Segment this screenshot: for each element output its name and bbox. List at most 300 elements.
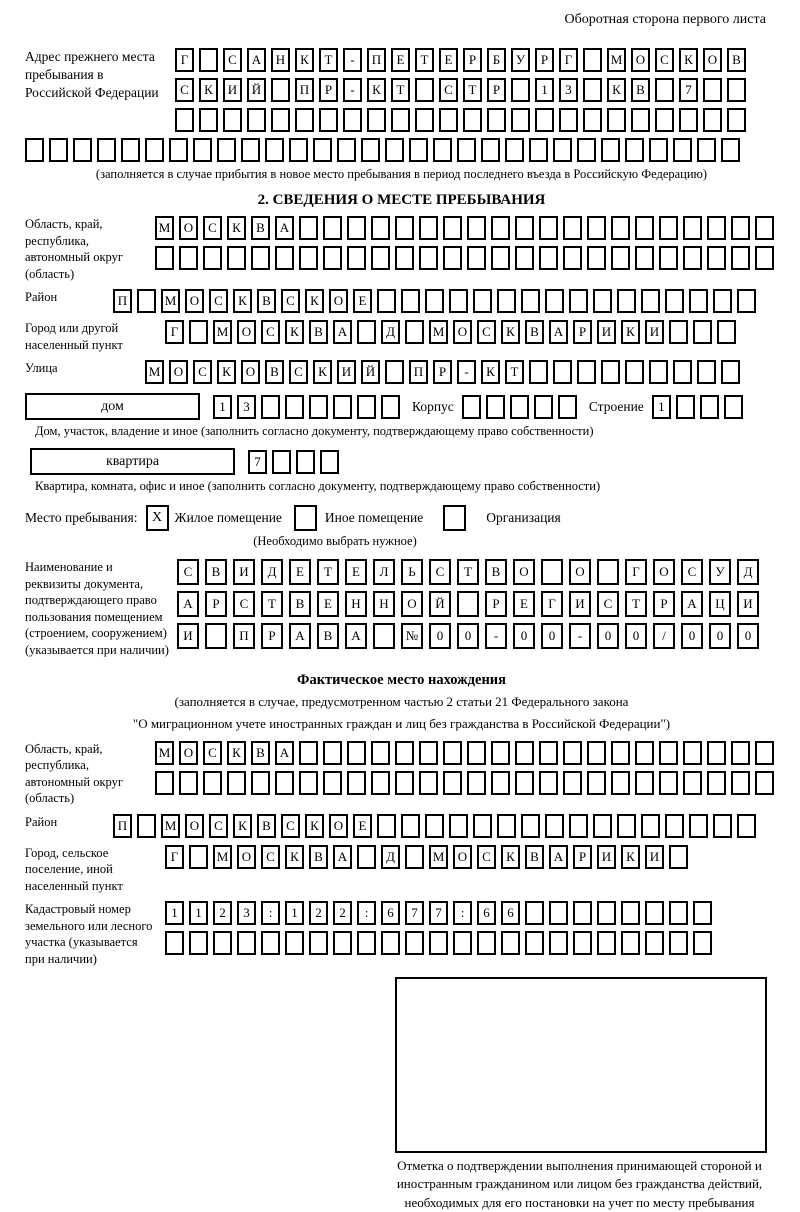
char-cell[interactable]	[737, 814, 756, 838]
char-cell[interactable]	[755, 216, 774, 240]
char-cell[interactable]: К	[199, 78, 218, 102]
char-cell[interactable]	[449, 289, 468, 313]
char-cell[interactable]: :	[453, 901, 472, 925]
char-cell[interactable]: В	[727, 48, 746, 72]
char-cell[interactable]	[237, 931, 256, 955]
house-type-box[interactable]: дом	[25, 393, 200, 420]
char-cell[interactable]: С	[281, 814, 300, 838]
char-cell[interactable]	[405, 320, 424, 344]
char-cell[interactable]	[679, 108, 698, 132]
char-cell[interactable]: 6	[477, 901, 496, 925]
char-cell[interactable]	[655, 108, 674, 132]
char-cell[interactable]: /	[653, 623, 675, 649]
char-cell[interactable]	[491, 246, 510, 270]
char-cell[interactable]: 2	[309, 901, 328, 925]
char-cell[interactable]	[457, 138, 476, 162]
char-cell[interactable]: Г	[625, 559, 647, 585]
char-cell[interactable]: С	[477, 845, 496, 869]
char-cell[interactable]: С	[289, 360, 308, 384]
char-cell[interactable]	[289, 138, 308, 162]
char-cell[interactable]	[683, 741, 702, 765]
char-cell[interactable]	[535, 108, 554, 132]
char-cell[interactable]: О	[237, 845, 256, 869]
char-cell[interactable]	[415, 78, 434, 102]
char-cell[interactable]	[491, 741, 510, 765]
char-cell[interactable]	[731, 771, 750, 795]
char-cell[interactable]	[545, 814, 564, 838]
char-cell[interactable]: М	[213, 320, 232, 344]
char-cell[interactable]	[347, 771, 366, 795]
char-cell[interactable]: В	[265, 360, 284, 384]
char-cell[interactable]: 0	[737, 623, 759, 649]
char-cell[interactable]	[737, 289, 756, 313]
char-cell[interactable]: Г	[175, 48, 194, 72]
char-cell[interactable]: К	[217, 360, 236, 384]
char-cell[interactable]	[700, 395, 719, 419]
char-cell[interactable]: И	[645, 845, 664, 869]
char-cell[interactable]: О	[241, 360, 260, 384]
char-cell[interactable]	[693, 901, 712, 925]
char-cell[interactable]: Р	[261, 623, 283, 649]
char-cell[interactable]	[323, 741, 342, 765]
char-cell[interactable]	[511, 78, 530, 102]
char-cell[interactable]	[693, 320, 712, 344]
char-cell[interactable]	[241, 138, 260, 162]
char-cell[interactable]	[755, 771, 774, 795]
char-cell[interactable]: -	[457, 360, 476, 384]
char-cell[interactable]	[529, 138, 548, 162]
char-cell[interactable]: Т	[625, 591, 647, 617]
char-cell[interactable]	[247, 108, 266, 132]
char-cell[interactable]: О	[179, 216, 198, 240]
char-cell[interactable]: Е	[317, 591, 339, 617]
char-cell[interactable]: 2	[213, 901, 232, 925]
char-cell[interactable]: С	[209, 289, 228, 313]
char-cell[interactable]: Р	[485, 591, 507, 617]
char-cell[interactable]	[299, 246, 318, 270]
char-cell[interactable]	[635, 741, 654, 765]
char-cell[interactable]	[587, 771, 606, 795]
char-cell[interactable]	[357, 320, 376, 344]
char-cell[interactable]: О	[631, 48, 650, 72]
char-cell[interactable]	[443, 216, 462, 240]
char-cell[interactable]	[621, 931, 640, 955]
char-cell[interactable]	[659, 216, 678, 240]
char-cell[interactable]	[487, 108, 506, 132]
char-cell[interactable]	[391, 108, 410, 132]
char-cell[interactable]	[272, 450, 291, 474]
char-cell[interactable]: Р	[463, 48, 482, 72]
char-cell[interactable]: Р	[433, 360, 452, 384]
char-cell[interactable]	[731, 216, 750, 240]
char-cell[interactable]: 0	[429, 623, 451, 649]
char-cell[interactable]	[625, 138, 644, 162]
char-cell[interactable]	[395, 216, 414, 240]
char-cell[interactable]: 0	[513, 623, 535, 649]
char-cell[interactable]	[199, 48, 218, 72]
char-cell[interactable]	[515, 741, 534, 765]
char-cell[interactable]	[251, 771, 270, 795]
char-cell[interactable]	[357, 395, 376, 419]
char-cell[interactable]: А	[681, 591, 703, 617]
char-cell[interactable]	[203, 771, 222, 795]
char-cell[interactable]	[275, 771, 294, 795]
char-cell[interactable]: О	[401, 591, 423, 617]
char-cell[interactable]	[563, 771, 582, 795]
char-cell[interactable]: 6	[501, 901, 520, 925]
char-cell[interactable]: К	[313, 360, 332, 384]
char-cell[interactable]	[563, 741, 582, 765]
char-cell[interactable]	[597, 901, 616, 925]
char-cell[interactable]: М	[161, 814, 180, 838]
char-cell[interactable]	[425, 289, 444, 313]
char-cell[interactable]	[295, 108, 314, 132]
char-cell[interactable]	[251, 246, 270, 270]
char-cell[interactable]	[631, 108, 650, 132]
char-cell[interactable]	[285, 395, 304, 419]
char-cell[interactable]: А	[549, 320, 568, 344]
char-cell[interactable]	[165, 931, 184, 955]
char-cell[interactable]	[467, 246, 486, 270]
char-cell[interactable]: :	[261, 901, 280, 925]
char-cell[interactable]: О	[453, 320, 472, 344]
char-cell[interactable]	[545, 289, 564, 313]
char-cell[interactable]	[395, 771, 414, 795]
char-cell[interactable]: А	[549, 845, 568, 869]
char-cell[interactable]	[381, 395, 400, 419]
char-cell[interactable]: 2	[333, 901, 352, 925]
char-cell[interactable]: 6	[381, 901, 400, 925]
char-cell[interactable]	[707, 741, 726, 765]
char-cell[interactable]	[593, 814, 612, 838]
char-cell[interactable]: С	[261, 320, 280, 344]
char-cell[interactable]: В	[251, 216, 270, 240]
char-cell[interactable]: М	[429, 845, 448, 869]
char-cell[interactable]	[617, 289, 636, 313]
char-cell[interactable]: С	[223, 48, 242, 72]
char-cell[interactable]	[347, 741, 366, 765]
char-cell[interactable]: С	[681, 559, 703, 585]
char-cell[interactable]: 7	[405, 901, 424, 925]
char-cell[interactable]: Ь	[401, 559, 423, 585]
char-cell[interactable]: Т	[505, 360, 524, 384]
char-cell[interactable]	[385, 360, 404, 384]
char-cell[interactable]	[693, 931, 712, 955]
char-cell[interactable]: Н	[345, 591, 367, 617]
char-cell[interactable]: У	[511, 48, 530, 72]
char-cell[interactable]	[665, 289, 684, 313]
char-cell[interactable]	[371, 246, 390, 270]
char-cell[interactable]	[137, 289, 156, 313]
char-cell[interactable]	[323, 771, 342, 795]
char-cell[interactable]: Е	[391, 48, 410, 72]
char-cell[interactable]	[593, 289, 612, 313]
char-cell[interactable]	[419, 246, 438, 270]
char-cell[interactable]	[271, 108, 290, 132]
char-cell[interactable]	[73, 138, 92, 162]
char-cell[interactable]	[525, 931, 544, 955]
char-cell[interactable]	[534, 395, 553, 419]
char-cell[interactable]	[227, 771, 246, 795]
char-cell[interactable]	[553, 138, 572, 162]
char-cell[interactable]	[707, 246, 726, 270]
char-cell[interactable]: В	[257, 289, 276, 313]
char-cell[interactable]	[467, 216, 486, 240]
char-cell[interactable]	[381, 931, 400, 955]
char-cell[interactable]	[683, 246, 702, 270]
char-cell[interactable]: Й	[429, 591, 451, 617]
char-cell[interactable]	[227, 246, 246, 270]
char-cell[interactable]	[415, 108, 434, 132]
char-cell[interactable]: А	[275, 741, 294, 765]
char-cell[interactable]: И	[337, 360, 356, 384]
char-cell[interactable]: Е	[439, 48, 458, 72]
char-cell[interactable]: В	[309, 320, 328, 344]
char-cell[interactable]: С	[261, 845, 280, 869]
char-cell[interactable]: С	[203, 741, 222, 765]
char-cell[interactable]: О	[653, 559, 675, 585]
char-cell[interactable]	[617, 814, 636, 838]
char-cell[interactable]	[669, 931, 688, 955]
char-cell[interactable]	[529, 360, 548, 384]
char-cell[interactable]	[569, 814, 588, 838]
char-cell[interactable]	[439, 108, 458, 132]
char-cell[interactable]	[689, 814, 708, 838]
char-cell[interactable]: В	[525, 845, 544, 869]
char-cell[interactable]: П	[113, 289, 132, 313]
char-cell[interactable]	[462, 395, 481, 419]
char-cell[interactable]: Р	[573, 320, 592, 344]
char-cell[interactable]	[443, 246, 462, 270]
char-cell[interactable]	[703, 108, 722, 132]
char-cell[interactable]	[511, 108, 530, 132]
char-cell[interactable]	[713, 814, 732, 838]
char-cell[interactable]: П	[113, 814, 132, 838]
char-cell[interactable]: И	[597, 320, 616, 344]
char-cell[interactable]	[205, 623, 227, 649]
char-cell[interactable]	[611, 246, 630, 270]
char-cell[interactable]	[377, 289, 396, 313]
char-cell[interactable]	[577, 138, 596, 162]
char-cell[interactable]	[265, 138, 284, 162]
char-cell[interactable]: О	[569, 559, 591, 585]
char-cell[interactable]	[175, 108, 194, 132]
char-cell[interactable]: -	[485, 623, 507, 649]
char-cell[interactable]: Г	[541, 591, 563, 617]
checkbox-inoe[interactable]	[294, 505, 317, 531]
char-cell[interactable]	[121, 138, 140, 162]
char-cell[interactable]: В	[289, 591, 311, 617]
char-cell[interactable]	[313, 138, 332, 162]
char-cell[interactable]	[179, 246, 198, 270]
char-cell[interactable]	[697, 360, 716, 384]
char-cell[interactable]	[649, 138, 668, 162]
char-cell[interactable]: П	[367, 48, 386, 72]
char-cell[interactable]: Б	[487, 48, 506, 72]
char-cell[interactable]	[601, 360, 620, 384]
char-cell[interactable]: Й	[247, 78, 266, 102]
char-cell[interactable]	[261, 395, 280, 419]
char-cell[interactable]: А	[177, 591, 199, 617]
char-cell[interactable]: С	[655, 48, 674, 72]
char-cell[interactable]	[261, 931, 280, 955]
char-cell[interactable]	[577, 360, 596, 384]
char-cell[interactable]: И	[569, 591, 591, 617]
char-cell[interactable]	[371, 771, 390, 795]
char-cell[interactable]	[721, 360, 740, 384]
char-cell[interactable]	[189, 931, 208, 955]
char-cell[interactable]	[189, 845, 208, 869]
char-cell[interactable]: И	[645, 320, 664, 344]
char-cell[interactable]	[515, 246, 534, 270]
char-cell[interactable]	[367, 108, 386, 132]
char-cell[interactable]	[713, 289, 732, 313]
char-cell[interactable]: М	[429, 320, 448, 344]
char-cell[interactable]	[497, 814, 516, 838]
char-cell[interactable]: М	[161, 289, 180, 313]
char-cell[interactable]: В	[309, 845, 328, 869]
char-cell[interactable]: С	[281, 289, 300, 313]
char-cell[interactable]: 1	[535, 78, 554, 102]
char-cell[interactable]	[521, 814, 540, 838]
char-cell[interactable]	[659, 741, 678, 765]
char-cell[interactable]: О	[329, 289, 348, 313]
char-cell[interactable]: Т	[391, 78, 410, 102]
char-cell[interactable]	[583, 108, 602, 132]
char-cell[interactable]	[659, 771, 678, 795]
char-cell[interactable]: К	[481, 360, 500, 384]
char-cell[interactable]	[371, 216, 390, 240]
char-cell[interactable]: Р	[487, 78, 506, 102]
char-cell[interactable]	[395, 741, 414, 765]
char-cell[interactable]: С	[439, 78, 458, 102]
char-cell[interactable]: А	[289, 623, 311, 649]
char-cell[interactable]	[641, 289, 660, 313]
char-cell[interactable]	[401, 814, 420, 838]
char-cell[interactable]	[385, 138, 404, 162]
char-cell[interactable]	[463, 108, 482, 132]
char-cell[interactable]: 1	[165, 901, 184, 925]
char-cell[interactable]: М	[607, 48, 626, 72]
char-cell[interactable]	[309, 931, 328, 955]
char-cell[interactable]	[275, 246, 294, 270]
char-cell[interactable]: И	[737, 591, 759, 617]
char-cell[interactable]	[337, 138, 356, 162]
char-cell[interactable]	[319, 108, 338, 132]
char-cell[interactable]	[347, 216, 366, 240]
char-cell[interactable]	[271, 78, 290, 102]
char-cell[interactable]: Т	[261, 591, 283, 617]
char-cell[interactable]	[655, 78, 674, 102]
char-cell[interactable]	[635, 771, 654, 795]
char-cell[interactable]	[505, 138, 524, 162]
char-cell[interactable]	[361, 138, 380, 162]
char-cell[interactable]	[697, 138, 716, 162]
char-cell[interactable]	[669, 901, 688, 925]
char-cell[interactable]	[724, 395, 743, 419]
char-cell[interactable]	[563, 216, 582, 240]
char-cell[interactable]: В	[485, 559, 507, 585]
char-cell[interactable]: С	[233, 591, 255, 617]
char-cell[interactable]	[563, 246, 582, 270]
char-cell[interactable]: К	[679, 48, 698, 72]
char-cell[interactable]: 1	[213, 395, 232, 419]
char-cell[interactable]	[419, 741, 438, 765]
char-cell[interactable]: И	[233, 559, 255, 585]
char-cell[interactable]	[731, 246, 750, 270]
char-cell[interactable]: М	[155, 741, 174, 765]
char-cell[interactable]	[333, 395, 352, 419]
char-cell[interactable]: О	[513, 559, 535, 585]
char-cell[interactable]: С	[597, 591, 619, 617]
char-cell[interactable]	[621, 901, 640, 925]
char-cell[interactable]: С	[429, 559, 451, 585]
char-cell[interactable]	[347, 246, 366, 270]
char-cell[interactable]	[707, 216, 726, 240]
char-cell[interactable]: С	[477, 320, 496, 344]
char-cell[interactable]	[457, 591, 479, 617]
char-cell[interactable]	[357, 931, 376, 955]
char-cell[interactable]	[673, 360, 692, 384]
char-cell[interactable]: Й	[361, 360, 380, 384]
char-cell[interactable]	[299, 216, 318, 240]
char-cell[interactable]: С	[175, 78, 194, 102]
char-cell[interactable]: 7	[248, 450, 267, 474]
char-cell[interactable]	[320, 450, 339, 474]
char-cell[interactable]	[717, 320, 736, 344]
char-cell[interactable]: 0	[597, 623, 619, 649]
char-cell[interactable]: Н	[373, 591, 395, 617]
char-cell[interactable]: К	[367, 78, 386, 102]
char-cell[interactable]	[373, 623, 395, 649]
char-cell[interactable]: -	[569, 623, 591, 649]
char-cell[interactable]	[323, 216, 342, 240]
char-cell[interactable]	[481, 138, 500, 162]
char-cell[interactable]	[501, 931, 520, 955]
char-cell[interactable]	[217, 138, 236, 162]
char-cell[interactable]: Р	[653, 591, 675, 617]
char-cell[interactable]	[510, 395, 529, 419]
char-cell[interactable]	[707, 771, 726, 795]
char-cell[interactable]: С	[177, 559, 199, 585]
char-cell[interactable]	[213, 931, 232, 955]
char-cell[interactable]	[25, 138, 44, 162]
char-cell[interactable]: 0	[541, 623, 563, 649]
char-cell[interactable]: Г	[165, 320, 184, 344]
char-cell[interactable]	[665, 814, 684, 838]
char-cell[interactable]	[515, 771, 534, 795]
char-cell[interactable]	[683, 216, 702, 240]
char-cell[interactable]	[425, 814, 444, 838]
char-cell[interactable]: Т	[319, 48, 338, 72]
char-cell[interactable]: К	[233, 814, 252, 838]
checkbox-zhiloe[interactable]: X	[146, 505, 169, 531]
char-cell[interactable]	[611, 771, 630, 795]
char-cell[interactable]	[491, 216, 510, 240]
char-cell[interactable]: №	[401, 623, 423, 649]
char-cell[interactable]	[597, 559, 619, 585]
char-cell[interactable]: Д	[261, 559, 283, 585]
char-cell[interactable]	[343, 108, 362, 132]
char-cell[interactable]: А	[247, 48, 266, 72]
char-cell[interactable]	[521, 289, 540, 313]
char-cell[interactable]: К	[233, 289, 252, 313]
char-cell[interactable]	[611, 741, 630, 765]
char-cell[interactable]: Е	[353, 289, 372, 313]
char-cell[interactable]	[659, 246, 678, 270]
char-cell[interactable]	[429, 931, 448, 955]
char-cell[interactable]: Л	[373, 559, 395, 585]
